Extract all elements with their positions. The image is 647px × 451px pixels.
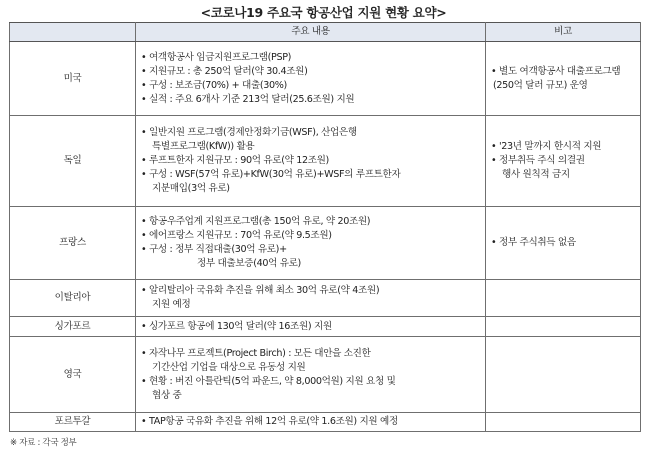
table-row <box>10 42 641 116</box>
country-cell: 프랑스 <box>10 207 136 280</box>
country-cell: 포르투갈 <box>10 413 136 432</box>
note-line: • 정부 주식취득 없음 <box>491 237 576 248</box>
note-cell <box>486 317 641 337</box>
content-cell <box>136 280 486 317</box>
content-line: • 현황 : 버진 아틀란틱(5억 파운드, 약 8,000억원) 지원 요청 및 <box>141 375 396 387</box>
note-cell <box>486 337 641 413</box>
content-line: 지원 예정 <box>152 299 191 310</box>
content-cell <box>136 337 486 413</box>
content-cell <box>136 116 486 207</box>
country-cell: 영국 <box>10 337 136 413</box>
table-header-row <box>10 23 641 42</box>
country-cell: 독일 <box>10 116 136 207</box>
table-row <box>10 413 641 432</box>
content-line: 특별프로그램(KfW)) 활용 <box>152 141 255 152</box>
content-line: • 구성 : 정부 직접대출(30억 유로)+ <box>141 244 287 255</box>
content-line: • 에어프랑스 지원규모 : 70억 유로(약 9.5조원) <box>141 230 332 241</box>
source-note: ※ 자료 : 각국 정부 <box>10 438 77 448</box>
content-line: • 구성 : WSF(57억 유로)+KfW(30억 유로)+WSF의 루프트한자 <box>141 169 401 180</box>
content-line: • 지원규모 : 총 250억 달러(약 30.4조원) <box>141 65 308 77</box>
content-line: • 여객항공사 임금지원프로그램(PSP) <box>141 51 292 63</box>
content-line: • 싱가포르 항공에 130억 달러(약 16조원) 지원 <box>141 320 332 332</box>
content-cell <box>136 42 486 116</box>
content-line: • 실적 : 주요 6개사 기준 213억 달러(25.6조원) 지원 <box>141 93 355 105</box>
content-line: • 알리탈리아 국유화 추진을 위해 최소 30억 유로(약 4조원) <box>141 285 380 296</box>
content-line: • 구성 : 보조금(70%) + 대출(30%) <box>141 79 287 91</box>
table-row <box>10 280 641 317</box>
note-cell <box>486 116 641 207</box>
table-row <box>10 207 641 280</box>
country-cell: 미국 <box>10 42 136 116</box>
note-line: (250억 달러 규모) 운영 <box>493 79 588 91</box>
note-line: • 별도 여객항공사 대출프로그램 <box>491 65 621 77</box>
content-line: 기간산업 기업을 대상으로 유동성 지원 <box>152 361 306 373</box>
note-line: 행사 원칙적 금지 <box>502 169 570 180</box>
content-line: • 자작나무 프로젝트(Project Birch) : 모든 대안을 소진한 <box>141 347 371 359</box>
content-cell <box>136 413 486 432</box>
page-title: <코로나19 주요국 항공산업 지원 현황 요약> <box>200 5 447 20</box>
content-cell <box>136 317 486 337</box>
content-line: 협상 중 <box>152 389 182 401</box>
content-line: • 루프트한자 지원규모 : 90억 유로(약 12조원) <box>141 155 329 166</box>
header-country <box>10 23 136 42</box>
content-line: • 항공우주업계 지원프로그램(총 150억 유로, 약 20조원) <box>141 216 371 227</box>
note-cell <box>486 280 641 317</box>
header-note: 비고 <box>486 23 641 42</box>
note-cell <box>486 207 641 280</box>
content-line: • 일반지원 프로그램(경제안정화기금(WSF), 산업은행 <box>141 127 357 138</box>
country-cell: 이탈리아 <box>10 280 136 317</box>
country-cell: 싱가포르 <box>10 317 136 337</box>
header-content: 주요 내용 <box>136 23 486 42</box>
content-line: • TAP항공 국유화 추진을 위해 12억 유로(약 1.6조원) 지원 예정 <box>141 416 398 427</box>
table-row <box>10 337 641 413</box>
note-cell <box>486 413 641 432</box>
table-row <box>10 317 641 337</box>
content-line: 정부 대출보증(40억 유로) <box>197 258 301 269</box>
note-cell <box>486 42 641 116</box>
note-line: • '23년 말까지 한시적 지원 <box>491 141 602 152</box>
content-cell <box>136 207 486 280</box>
note-line: • 정부취득 주식 의결권 <box>491 155 585 166</box>
table-row <box>10 116 641 207</box>
content-line: 지분매입(3억 유로) <box>152 183 230 194</box>
support-summary-table <box>9 22 641 432</box>
